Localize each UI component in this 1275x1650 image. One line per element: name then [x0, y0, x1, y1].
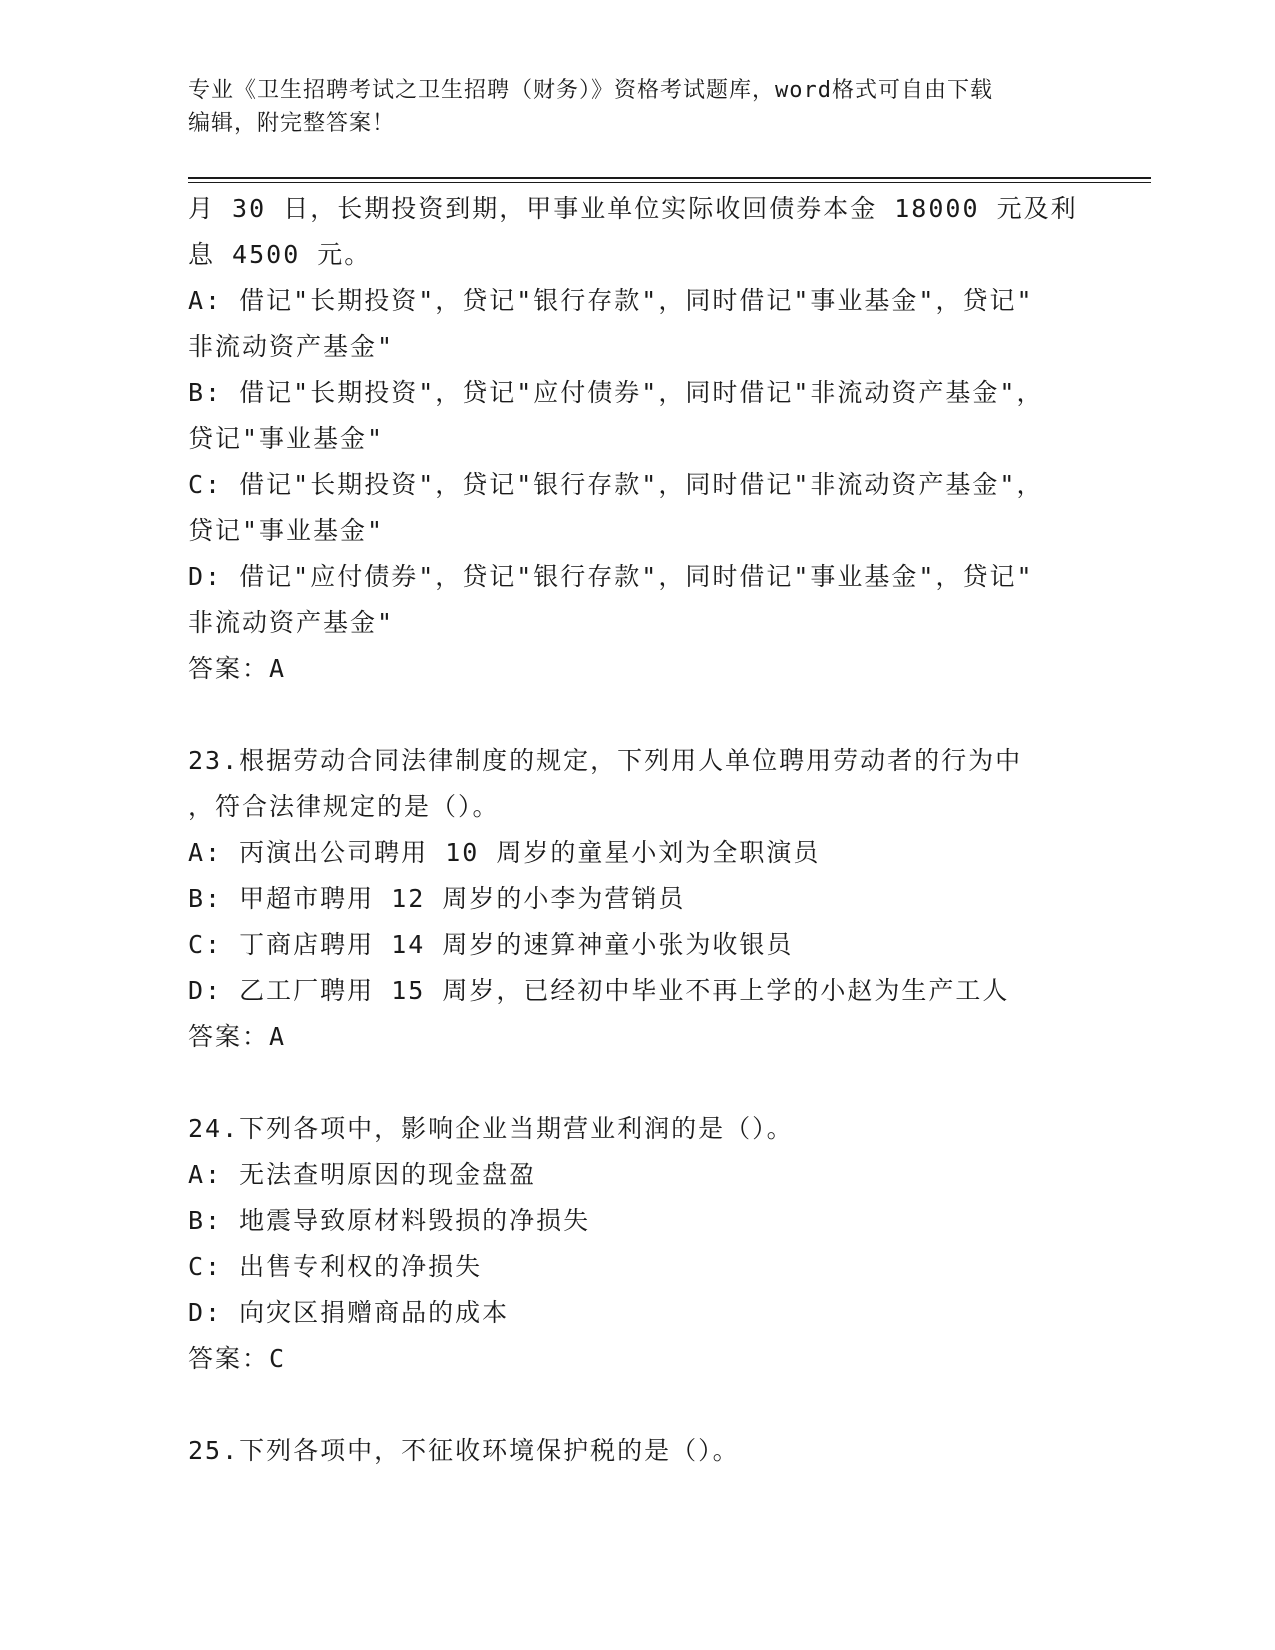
option-c: 贷记"事业基金": [188, 516, 385, 545]
spacer: [188, 692, 1088, 738]
option-b: B: 甲超市聘用 12 周岁的小李为营销员: [188, 884, 686, 913]
question-23: [188, 738, 1088, 1060]
option-d: D: 借记"应付债券"，贷记"银行存款"，同时借记"事业基金"，贷记": [188, 562, 1034, 591]
question-stem: 23.根据劳动合同法律制度的规定，下列用人单位聘用劳动者的行为中: [188, 746, 1023, 775]
option-d: D: 乙工厂聘用 15 周岁，已经初中毕业不再上学的小赵为生产工人: [188, 976, 1010, 1005]
answer: 答案：A: [188, 1022, 287, 1051]
option-d: 非流动资产基金": [188, 608, 395, 637]
document-header: [188, 74, 1068, 140]
option-a: A: 借记"长期投资"，贷记"银行存款"，同时借记"事业基金"，贷记": [188, 286, 1034, 315]
question-stem: 24.下列各项中，影响企业当期营业利润的是（）。: [188, 1114, 794, 1143]
question-stem: 月 30 日，长期投资到期，甲事业单位实际收回债券本金 18000 元及利: [188, 194, 1078, 223]
option-c: C: 丁商店聘用 14 周岁的速算神童小张为收银员: [188, 930, 794, 959]
option-a: A: 丙演出公司聘用 10 周岁的童星小刘为全职演员: [188, 838, 821, 867]
option-a: A: 无法查明原因的现金盘盈: [188, 1160, 537, 1189]
option-c: C: 借记"长期投资"，贷记"银行存款"，同时借记"非流动资产基金"，: [188, 470, 1044, 499]
question-stem: 息 4500 元。: [188, 240, 372, 269]
option-b: B: 借记"长期投资"，贷记"应付债券"，同时借记"非流动资产基金"，: [188, 378, 1044, 407]
header-line-1: 专业《卫生招聘考试之卫生招聘（财务）》资格考试题库，word格式可自由下载: [188, 78, 993, 103]
option-c: C: 出售专利权的净损失: [188, 1252, 483, 1281]
option-b: 贷记"事业基金": [188, 424, 385, 453]
question-22: [188, 186, 1088, 692]
spacer: [188, 1382, 1088, 1428]
spacer: [188, 1060, 1088, 1106]
question-24: [188, 1106, 1088, 1382]
question-25: [188, 1428, 1088, 1474]
question-list: [188, 186, 1088, 1474]
answer: 答案：C: [188, 1344, 287, 1373]
question-stem: ，符合法律规定的是（）。: [188, 792, 500, 821]
question-stem: 25.下列各项中，不征收环境保护税的是（）。: [188, 1436, 740, 1465]
header-line-2: 编辑，附完整答案！: [188, 111, 396, 136]
answer: 答案：A: [188, 654, 287, 683]
header-divider-thick: [188, 177, 1151, 179]
header-divider-thin: [188, 182, 1151, 183]
option-b: B: 地震导致原材料毁损的净损失: [188, 1206, 591, 1235]
option-a: 非流动资产基金": [188, 332, 395, 361]
option-d: D: 向灾区捐赠商品的成本: [188, 1298, 510, 1327]
